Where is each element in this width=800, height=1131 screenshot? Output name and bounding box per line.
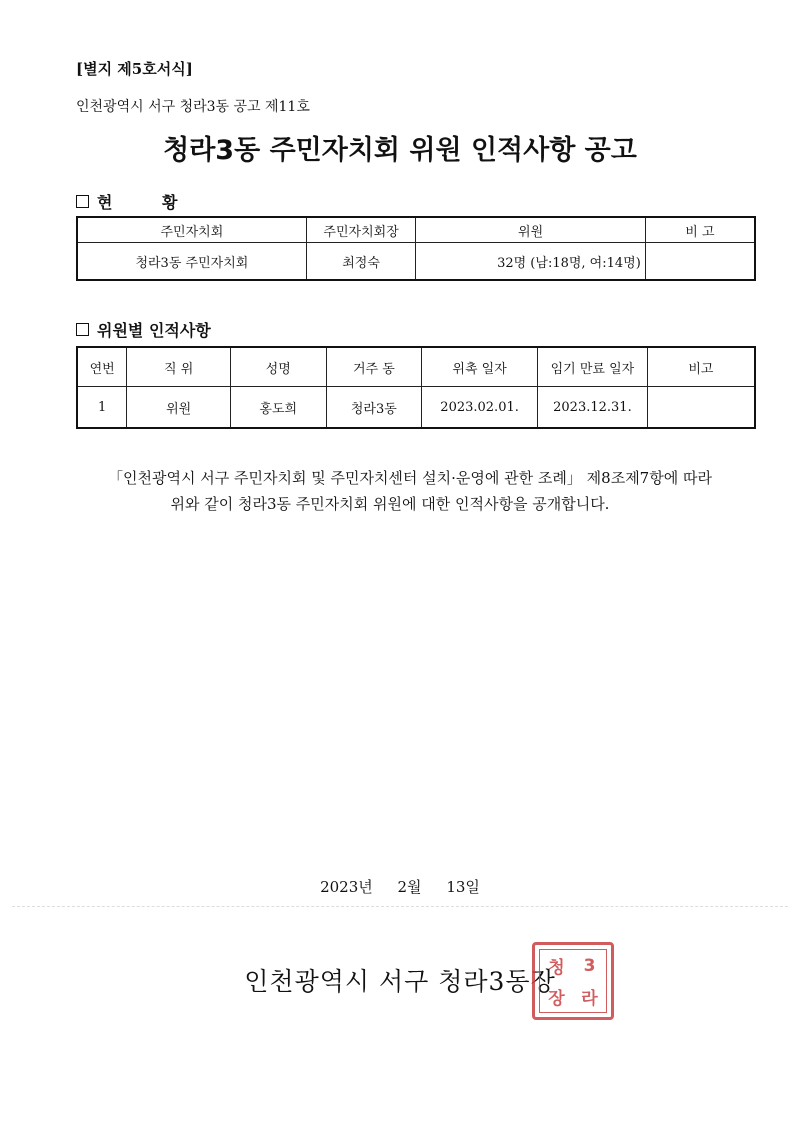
members-col-position: 직 위 [127,347,231,387]
notice-body-line1: 「인천광역시 서구 주민자치회 및 주민자치센터 설치·운영에 관한 조례」 제8조제7항에 따라 [108,469,712,487]
page-title: 청라3동 주민자치회 위원 인적사항 공고 [163,135,637,166]
member-name: 홍도희 [230,387,326,429]
form-label: [별지 제5호서식] [76,60,193,78]
seal-char: 3 [583,955,596,976]
table-row [77,387,755,429]
status-col-members: 위원 [416,217,645,243]
members-col-note: 비고 [647,347,755,387]
member-position: 위원 [127,387,231,429]
status-note [645,243,755,281]
member-term-end: 2023.12.31. [538,387,648,429]
notice-date [0,876,800,897]
seal-char: 장 [548,989,565,1009]
notice-body [70,465,750,517]
seal-char: 청 [548,958,565,978]
members-col-appointed: 위촉 일자 [422,347,538,387]
members-col-term-end: 임기 만료 일자 [538,347,648,387]
date-day: 13일 [446,878,480,896]
checkbox-square-icon [76,195,89,208]
checkbox-square-icon [76,323,89,336]
section-status-label: 현 황 [97,193,200,212]
member-appointed: 2023.02.01. [422,387,538,429]
date-month: 2월 [397,878,422,896]
notice-number: 인천광역시 서구 청라3동 공고 제11호 [76,99,310,115]
seal-char: 라 [581,989,598,1009]
table-row [77,243,755,281]
signer: 인천광역시 서구 청라3동장 [244,967,556,996]
status-col-council: 주민자치회 [77,217,306,243]
divider [12,906,788,907]
official-seal [532,942,614,1020]
status-col-chair: 주민자치회장 [306,217,416,243]
section-members-label: 위원별 인적사항 [97,321,211,340]
date-year: 2023년 [320,878,373,896]
members-col-dong: 거주 동 [326,347,422,387]
section-status-heading [76,190,199,213]
status-table [76,216,756,281]
members-col-no: 연번 [77,347,127,387]
status-council: 청라3동 주민자치회 [77,243,306,281]
status-members: 32명 (남:18명, 여:14명) [416,243,645,281]
member-dong: 청라3동 [326,387,422,429]
notice-body-line2: 위와 같이 청라3동 주민자치회 위원에 대한 인적사항을 공개합니다. [170,495,610,513]
members-table [76,346,756,429]
member-note [647,387,755,429]
member-no: 1 [77,387,127,429]
status-col-note: 비 고 [645,217,755,243]
status-chair: 최정숙 [306,243,416,281]
members-col-name: 성명 [230,347,326,387]
section-members-heading [76,318,211,341]
